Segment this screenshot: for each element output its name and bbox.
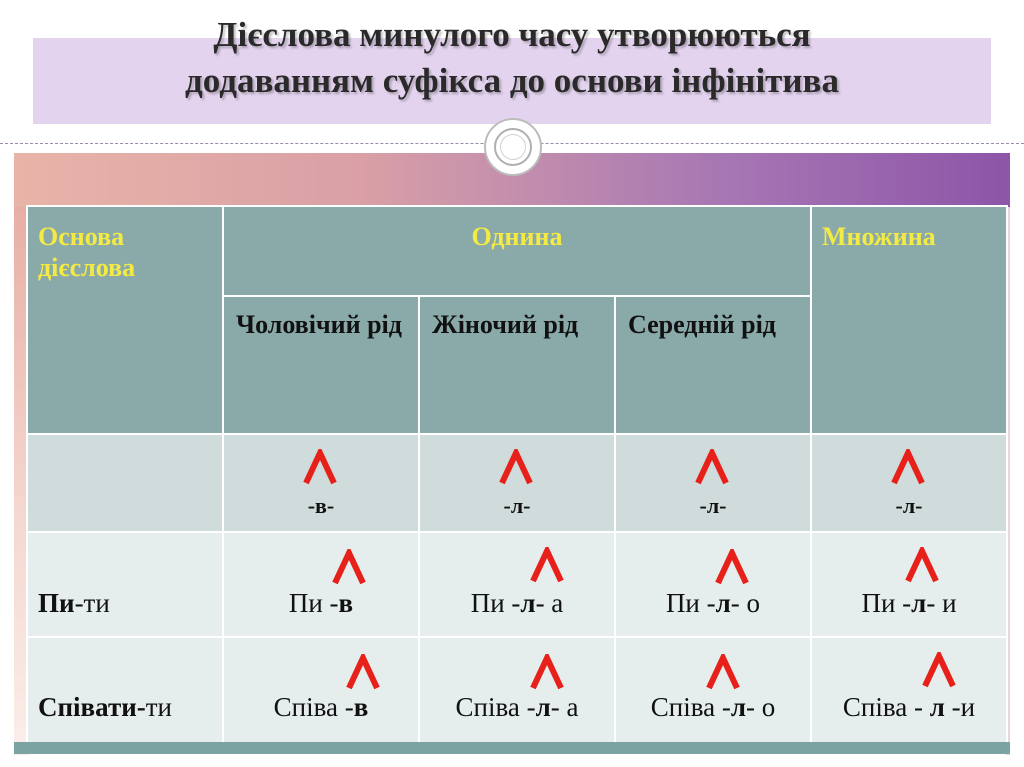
- caret-icon: [499, 449, 533, 485]
- form-cell: [811, 532, 1007, 637]
- ornament-inner-ring: [500, 134, 526, 160]
- header-plural-cell: [811, 206, 1007, 434]
- header-masculine-cell: [223, 296, 419, 434]
- form-pre: Пи -: [470, 588, 521, 618]
- form-pre: Пи -: [665, 588, 716, 618]
- slide-title-line1: Дієслова минулого часу утворюються: [213, 15, 811, 54]
- verb-form: [420, 588, 614, 618]
- suffix-cell: [615, 434, 811, 532]
- caret-icon: [303, 449, 337, 485]
- table-row: [27, 532, 1007, 637]
- form-suffix: в: [353, 692, 369, 722]
- suffix-cell: [811, 434, 1007, 532]
- suffix-label: -в-: [307, 493, 335, 518]
- caret-icon: [715, 549, 749, 585]
- stem-cell: [27, 532, 223, 637]
- verb-form: [224, 692, 418, 722]
- suffix-label: -л-: [895, 493, 923, 518]
- stem-word: [38, 588, 110, 618]
- stem-word: [38, 692, 172, 722]
- verb-form: [812, 588, 1006, 618]
- header-feminine: Жіночий рід: [432, 310, 579, 339]
- header-stem: Основа дієслова: [38, 222, 136, 282]
- caret-icon: [905, 547, 939, 583]
- header-stem-cell: [27, 206, 223, 434]
- verb-form: [420, 692, 614, 722]
- form-pre: Пи -: [288, 588, 339, 618]
- form-pre: Співа -: [273, 692, 354, 722]
- header-masculine: Чоловічий рід: [236, 310, 402, 339]
- verb-form: [224, 588, 418, 618]
- form-post: - а: [535, 588, 564, 618]
- table-row: [27, 637, 1007, 743]
- form-cell: [811, 637, 1007, 743]
- caret-icon: [695, 449, 729, 485]
- form-suffix: в: [338, 588, 354, 618]
- suffix-label: -л-: [699, 493, 727, 518]
- stem-bold: Співати-: [38, 692, 146, 722]
- form-suffix: л: [520, 588, 536, 618]
- form-post: -и: [944, 692, 976, 722]
- suffix-table: [26, 205, 1008, 744]
- caret-icon: [922, 652, 956, 688]
- stem-cell: [27, 637, 223, 743]
- form-suffix: л: [911, 588, 927, 618]
- stem-rest: -ти: [74, 588, 110, 618]
- verb-form: [812, 692, 1006, 722]
- suffix-cell: [419, 434, 615, 532]
- form-cell: [419, 637, 615, 743]
- suffix-cell: [223, 434, 419, 532]
- slide-title-line2: додаванням суфікса до основи інфінітива: [185, 61, 839, 100]
- table-row-suffix: [27, 434, 1007, 532]
- form-suffix: л: [535, 692, 551, 722]
- caret-icon: [530, 547, 564, 583]
- header-feminine-cell: [419, 296, 615, 434]
- form-pre: Співа -: [455, 692, 536, 722]
- header-neuter-cell: [615, 296, 811, 434]
- form-pre: Пи -: [861, 588, 912, 618]
- form-cell: [615, 532, 811, 637]
- form-post: - о: [730, 588, 761, 618]
- form-post: - и: [926, 588, 957, 618]
- header-plural: Множина: [822, 222, 936, 251]
- header-neuter: Середній рід: [628, 310, 776, 339]
- verb-form: [616, 692, 810, 722]
- stem-rest: ти: [145, 692, 172, 722]
- form-pre: Співа -: [842, 692, 930, 722]
- verb-form: [616, 588, 810, 618]
- form-suffix: л: [715, 588, 731, 618]
- form-cell: [223, 532, 419, 637]
- caret-icon: [346, 654, 380, 690]
- form-pre: Співа -: [650, 692, 731, 722]
- suffix-stem-cell: [27, 434, 223, 532]
- caret-icon: [530, 654, 564, 690]
- form-cell: [419, 532, 615, 637]
- caret-icon: [891, 449, 925, 485]
- form-suffix: л: [730, 692, 746, 722]
- slide-title: [0, 12, 1024, 104]
- caret-icon: [332, 549, 366, 585]
- suffix-label: -л-: [503, 493, 531, 518]
- form-cell: [223, 637, 419, 743]
- form-cell: [615, 637, 811, 743]
- header-singular-cell: [223, 206, 811, 296]
- form-post: - о: [745, 692, 776, 722]
- form-post: - а: [550, 692, 579, 722]
- circle-ornament-icon: [484, 118, 542, 176]
- form-suffix: л: [929, 692, 945, 722]
- stem-bold: Пи: [38, 588, 75, 618]
- bottom-strip: [14, 742, 1010, 754]
- header-singular: Однина: [471, 222, 563, 251]
- caret-icon: [706, 654, 740, 690]
